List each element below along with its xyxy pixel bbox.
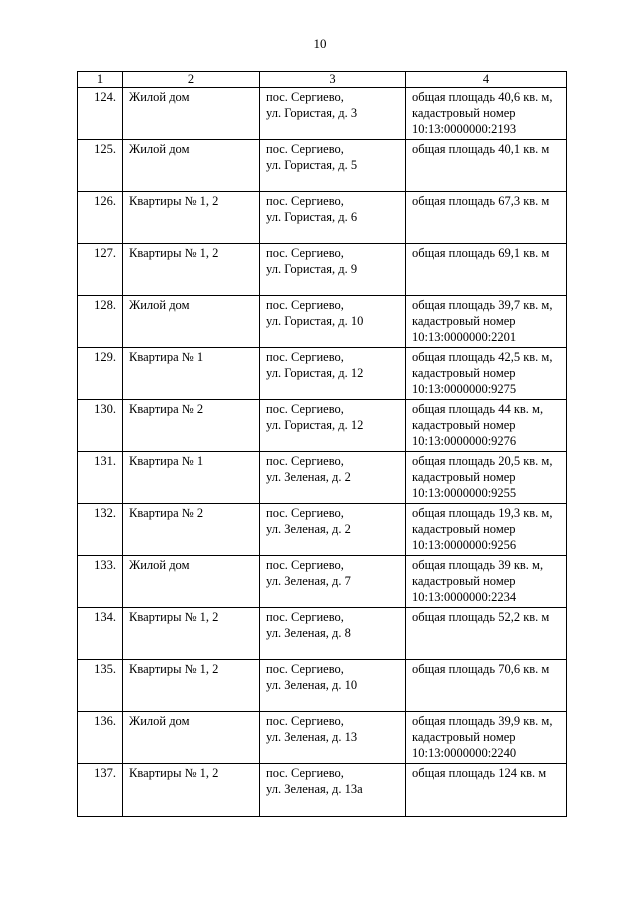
object-address [260,88,406,140]
column-header: 4 [406,72,567,88]
table-row [78,608,567,660]
object-description [406,88,567,140]
description-line: 10:13:0000000:9276 [412,434,517,448]
object-name: Квартира № 1 [123,348,260,400]
description-line: 10:13:0000000:9256 [412,538,517,552]
table-row [78,348,567,400]
address-line: пос. Сергиево, [266,298,344,312]
description-line: общая площадь 39,7 кв. м, [412,298,553,312]
object-name: Жилой дом [123,140,260,192]
address-line: ул. Гористая, д. 10 [266,314,364,328]
object-address [260,244,406,296]
description-line: 10:13:0000000:2234 [412,590,517,604]
object-description [406,348,567,400]
description-line: 10:13:0000000:2240 [412,746,517,760]
row-number: 135. [78,660,123,712]
description-line: общая площадь 70,6 кв. м [412,662,550,676]
description-line: кадастровый номер [412,314,516,328]
object-description [406,556,567,608]
row-number: 127. [78,244,123,296]
page-number: 10 [313,36,327,51]
address-line: пос. Сергиево, [266,610,344,624]
table-row [78,400,567,452]
address-line: ул. Гористая, д. 3 [266,106,358,120]
object-name: Квартиры № 1, 2 [123,764,260,817]
object-name: Квартиры № 1, 2 [123,608,260,660]
description-line: общая площадь 67,3 кв. м [412,194,550,208]
address-line: пос. Сергиево, [266,662,344,676]
description-line: 10:13:0000000:9275 [412,382,517,396]
description-line: общая площадь 39 кв. м, [412,558,544,572]
object-description [406,504,567,556]
object-address [260,140,406,192]
description-line: кадастровый номер [412,574,516,588]
row-number: 130. [78,400,123,452]
address-line: пос. Сергиево, [266,246,344,260]
description-line: общая площадь 69,1 кв. м [412,246,550,260]
address-line: ул. Зеленая, д. 13а [266,782,363,796]
object-name: Квартиры № 1, 2 [123,192,260,244]
description-line: общая площадь 19,3 кв. м, [412,506,553,520]
row-number: 137. [78,764,123,817]
row-number: 136. [78,712,123,764]
description-line: общая площадь 42,5 кв. м, [412,350,553,364]
description-line: кадастровый номер [412,418,516,432]
address-line: ул. Гористая, д. 12 [266,366,364,380]
object-name: Жилой дом [123,712,260,764]
object-description [406,192,567,244]
address-line: ул. Гористая, д. 12 [266,418,364,432]
address-line: ул. Зеленая, д. 2 [266,470,351,484]
object-description [406,140,567,192]
address-line: пос. Сергиево, [266,558,344,572]
table-row [78,764,567,817]
column-header: 1 [78,72,123,88]
row-number: 125. [78,140,123,192]
object-name: Квартира № 1 [123,452,260,504]
description-line: общая площадь 44 кв. м, [412,402,544,416]
table-body [78,88,567,817]
object-description [406,244,567,296]
description-line: кадастровый номер [412,106,516,120]
object-address [260,296,406,348]
object-description [406,712,567,764]
address-line: ул. Зеленая, д. 10 [266,678,358,692]
object-name: Квартиры № 1, 2 [123,660,260,712]
object-description [406,296,567,348]
address-line: ул. Гористая, д. 5 [266,158,358,172]
row-number: 128. [78,296,123,348]
description-line: общая площадь 40,6 кв. м, [412,90,553,104]
object-address [260,400,406,452]
table-row [78,244,567,296]
table-row [78,504,567,556]
row-number: 124. [78,88,123,140]
object-address [260,764,406,817]
object-address [260,504,406,556]
object-name: Жилой дом [123,296,260,348]
address-line: пос. Сергиево, [266,142,344,156]
address-line: ул. Зеленая, д. 8 [266,626,351,640]
object-name: Квартира № 2 [123,504,260,556]
description-line: кадастровый номер [412,730,516,744]
object-description [406,452,567,504]
object-address [260,192,406,244]
row-number: 134. [78,608,123,660]
address-line: ул. Зеленая, д. 2 [266,522,351,536]
object-address [260,452,406,504]
description-line: кадастровый номер [412,522,516,536]
object-address [260,608,406,660]
object-description [406,764,567,817]
row-number: 132. [78,504,123,556]
description-line: общая площадь 20,5 кв. м, [412,454,553,468]
address-line: пос. Сергиево, [266,350,344,364]
row-number: 129. [78,348,123,400]
table-row [78,712,567,764]
address-line: пос. Сергиево, [266,454,344,468]
table-row [78,88,567,140]
address-line: пос. Сергиево, [266,90,344,104]
table-header-row [78,72,567,88]
object-name: Квартира № 2 [123,400,260,452]
description-line: общая площадь 40,1 кв. м [412,142,550,156]
column-header: 3 [260,72,406,88]
address-line: пос. Сергиево, [266,194,344,208]
description-line: общая площадь 124 кв. м [412,766,547,780]
object-name: Квартиры № 1, 2 [123,244,260,296]
address-line: ул. Гористая, д. 6 [266,210,358,224]
column-header: 2 [123,72,260,88]
table-row [78,660,567,712]
description-line: 10:13:0000000:2193 [412,122,517,136]
row-number: 126. [78,192,123,244]
object-address [260,660,406,712]
object-address [260,712,406,764]
row-number: 133. [78,556,123,608]
object-description [406,660,567,712]
address-line: ул. Зеленая, д. 13 [266,730,358,744]
object-name: Жилой дом [123,88,260,140]
address-line: пос. Сергиево, [266,506,344,520]
description-line: кадастровый номер [412,366,516,380]
table-row [78,192,567,244]
property-table [77,71,567,817]
object-description [406,400,567,452]
table-row [78,140,567,192]
description-line: 10:13:0000000:9255 [412,486,517,500]
address-line: пос. Сергиево, [266,766,344,780]
object-description [406,608,567,660]
table-row [78,556,567,608]
description-line: общая площадь 52,2 кв. м [412,610,550,624]
row-number: 131. [78,452,123,504]
object-address [260,348,406,400]
object-name: Жилой дом [123,556,260,608]
description-line: общая площадь 39,9 кв. м, [412,714,553,728]
address-line: пос. Сергиево, [266,714,344,728]
table-row [78,296,567,348]
address-line: ул. Зеленая, д. 7 [266,574,351,588]
table-row [78,452,567,504]
object-address [260,556,406,608]
address-line: ул. Гористая, д. 9 [266,262,358,276]
description-line: 10:13:0000000:2201 [412,330,517,344]
description-line: кадастровый номер [412,470,516,484]
address-line: пос. Сергиево, [266,402,344,416]
